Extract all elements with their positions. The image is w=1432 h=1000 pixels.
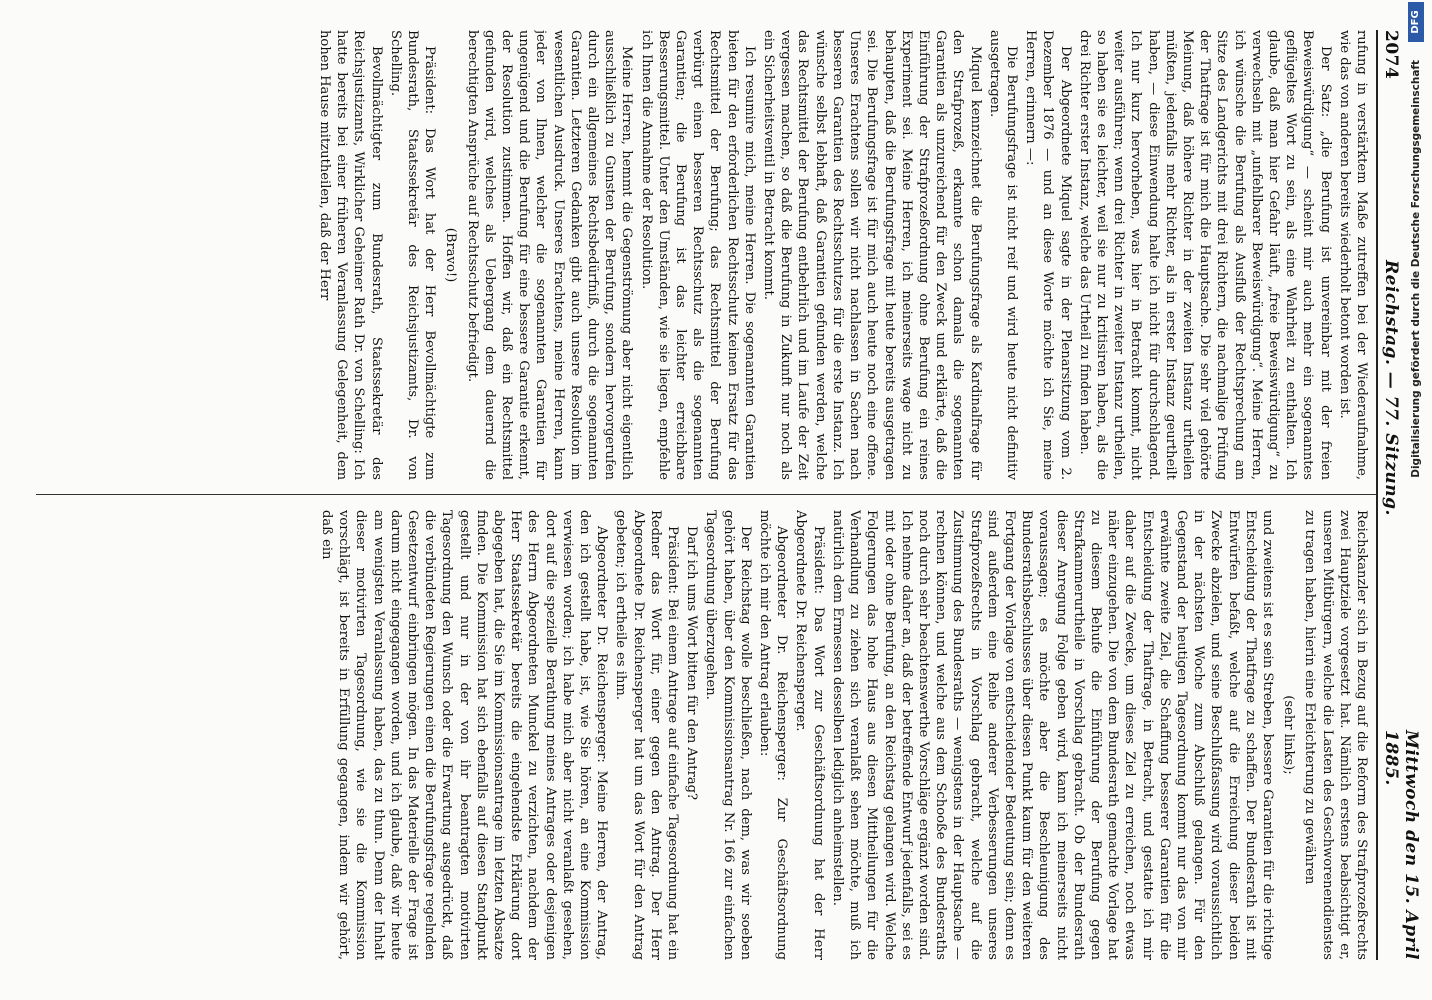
- column-divider: [36, 494, 1376, 495]
- header-date: Mittwoch den 15. April 1885.: [1381, 730, 1421, 961]
- paragraph: Darf ich ums Wort bitten für den Antrag?: [684, 526, 700, 801]
- speaker-paragraph: Präsident: Das Wort zur Geschäftsordnung hat der Herr Abgeordnete Dr. Reichensperger.: [793, 510, 826, 960]
- paragraph: Reichskanzler sich in Bezug auf die Reform des Strafprozeßrechts zwei Hauptziele vorgesetzt hat. Nämlich erstens beabsichtigt er, unseren Mitbürgern, welche die Lasten des Geschworenendienstes zu tragen haben, hierin eine Erleichterung zu gewähren: [1302, 510, 1369, 960]
- speaker-paragraph: Bevollmächtigter zum Bundesrath, Staatssekretär des Reichsjustizamts, Wirklicher Geheimer Rath Dr. von Schelling: Ich hatte bereits bei einer früheren Veranlassung Gelegenheit, dem hohen Hause mitzutheilen, daß der Herr: [317, 30, 384, 480]
- paragraph: Ich resumire mich, meine Herren. Die sogenannten Garantien bieten für den erforderlichen Rechtsschutz keinen Ersatz für das Rechtsmittel der Berufung; das Rechtsmittel der Berufung verbürgt einen besseren Rechtsschutz als die sogenannten Garantien; die Berufung ist das leichter erreichbare Besserungsmittel. Unter den Umständen, wie sie liegen, empfehle ich Ihnen die Annahme der Resolution.: [638, 30, 757, 480]
- rotated-newspaper-page: [16, 10, 1421, 990]
- paragraph: rufung in verstärktem Maße zutreffen bei der Wiederaufnahme, wie das von anderen bereits wiederholt betont worden ist.: [1336, 30, 1369, 480]
- quotation: Die Berufungsfrage ist nicht reif und wird heute nicht definitiv ausgetragen.: [986, 30, 1019, 480]
- speaker-paragraph: Präsident: Das Wort hat der Herr Bevollmächtigte zum Bundesrath, Staatssekretär des Reichsjustizamts, Dr. von Schelling.: [387, 30, 438, 480]
- credit-text: Digitalisierung gefördert durch die Deutsche Forschungsgemeinschaft: [1410, 60, 1422, 478]
- paragraph: und zweitens ist es sein Streben, bessere Garantien für die richtige Entscheidung der Thatfrage zu schaffen. Der Bundesrath ist mit Entwürfen befaßt, welche auf die Erreichung dieser beiden Zwecke abzielen, und seine Beschlußfassung wird voraussichtlich in der nächsten Woche zum Abschluß gelangen. Für den Gegenstand der heutigen Tagesordnung kommt nur das von mir erwähnte zweite Ziel, die Schaffung besserer Garantien für die Entscheidung der Thatfrage, in Betracht, und gestatte ich mir daher auf die Zwecke, um dieses Ziel zu erreichen, noch etwas näher einzugehen. Die von dem Bundesrath gemachte Vorlage hat zu diesem Behufe die Einführung der Berufung gegen Strafkammerurtheile in Vorschlag gebracht. Ob der Bundesrath dieser Anregung Folge geben wird, kann ich meinerseits nicht voraussagen; es möchte aber die Beschleunigung des Bundesrathsbeschlusses über diesen Punkt kaum für den weiteren Fortgang der Vorlage von entscheidender Bedeutung sein; denn es sind außerdem eine Reihe anderer Verbesserungen unseres Strafprozeßrechts in Vorschlag gebracht, welche auf die Zustimmung des Bundesraths — wenigstens in der Hauptsache — rechnen können, und welche aus dem Schooße des Bundesraths noch durch sehr beachtenswerthe Vorschläge ergänzt worden sind. Ich nehme daher an, daß der betreffende Entwurf jedenfalls, sei es mit oder ohne Berufung, an den Reichstag gelangen wird. Welche Folgerungen das hohe Haus aus diesen Mittheilungen für die Verhandlung zu ziehen sich veranlaßt sehen möchte, muß ich natürlich dem Ermessen desselben lediglich anheimstellen.: [829, 510, 1275, 960]
- paragraph: Meine Herren, hemmt die Gegenströmung aber nicht eigentlich ausschließlich zu Gunsten der Berufung, sondern hervorgerufen durch ein allgemeines Rechtsbedürfniß, durch die sogenannten Garantien. Letzteren Gedanken gibt auch unsere Resolution im wesentlichen Ausdruck. Unseres Erachtens, meine Herren, kann jeder von Ihnen, welcher die sogenannten Garantien für ungenügend und die Berufung für eine bessere Garantie erkennt, der Resolution zustimmen. Hoffen wir, daß ein Rechtsmittel gefunden wird, welches als Uebergang dem dauernd die berechtigten Ansprüche auf Rechtsschutz befriedigt.: [464, 30, 635, 480]
- speaker-paragraph: Präsident: Bei einem Antrage auf einfache Tagesordnung hat ein Redner das Wort für, einer gegen den Antrag. Der Herr Abgeordnete Dr. Reichensperger hat um das Wort für den Antrag gebeten; ich ertheile es ihm.: [613, 510, 681, 960]
- dfg-logo: DFG: [1408, 2, 1424, 42]
- left-column: [30, 30, 1370, 480]
- digitization-credit: [1410, 0, 1426, 1000]
- header-title: Reichstag. — 77. Sitzung.: [1381, 260, 1401, 516]
- right-column: [30, 510, 1370, 960]
- page-number: 2074: [1381, 30, 1401, 80]
- paragraph: Miquel kennzeichnet die Berufungsfrage als Kardinalfrage für den Strafprozeß, erkannte schon damals die sogenannten Garantien als unzureichend für den Zweck und erklärte, daß die Einführung der Strafprozeßordnung ohne Berufung ein reines Experiment sei. Meine Herren, ich meinerseits wage nicht zu behaupten, daß die Berufungsfrage mit heute bereits ausgetragen sei. Die Berufungsfrage ist für mich auch heute noch eine offene. Unseres Erachtens sollen wir nicht nachlassen in Sachen nach besseren Garantien des Rechtsschutzes für die erste Instanz. Ich wünsche selbst lebhaft, daß Garantien gefunden werden, welche das Rechtsmittel der Berufung entbehrlich und im Laufe der Zeit vergessen machen, so daß die Berufung in Zukunft nur noch als ein Sicherheitsventil in Betracht kommt.: [761, 30, 983, 480]
- paragraph: Der Abgeordnete Miquel sagte in der Plenarsitzung vom 2. Dezember 1876 — und an diese Worte möchte ich Sie, meine Herren, erinnern —:: [1023, 30, 1073, 480]
- interjection: (sehr links);: [1281, 695, 1297, 775]
- interjection: (Bravo!): [443, 227, 459, 283]
- speaker-paragraph: Abgeordneter Dr. Reichensperger: Zur Geschäftsordnung möchte ich mir den Antrag erlauben:: [757, 510, 790, 960]
- paragraph: Der Satz: „die Berufung ist unvereinbar mit der freien Beweiswürdigung“ — scheint mir auch mehr ein sogenanntes geflügeltes Wort zu sein, als eine Wahrheit zu enthalten. Ich glaube, daß man hier Gefahr läuft, „freie Beweiswürdigung“ zu verwechseln mit „unfehlbarer Beweiswürdigung“. Meine Herren, ich wünsche die Berufung als Ausfluß der Rechtsprechung am Sitze des Landgerichts mit drei Richtern, die nachmalige Prüfung der Thatfrage ist für mich die Hauptsache. Die sehr viel gehörte Meinung, daß höhere Richter in der zweiten Instanz urtheilen müßten, jedenfalls mehr Richter, als in erster Instanz geurtheilt haben, — diese Einwendung halte ich nicht für durchschlagend. Ich nur kurz hervorheben, was hier in Betracht kommt, nicht weiter ausführen; wenn drei Richter in zweiter Instanz urtheilen, so haben sie es leichter, weil sie nur zu kritisiren haben, als die drei Richter erster Instanz, welche das Urtheil zu finden haben.: [1076, 30, 1333, 480]
- speaker-paragraph: Abgeordneter Dr. Reichensperger: Meine Herren, der Antrag, den ich gestellt habe, ist, wie Sie hören, an eine Kommission verwiesen worden; ich habe mich aber nicht veranlaßt gesehen, dort auf die spezielle Berathung meines Antrages oder desjenigen des Herrn Abgeordneten Munckel zu verzichten, nachdem der Herr Staatssekretär bereits die eingehendste Erklärung dort abgegeben hat, die Sie im Kommissionsantrage im letzten Absatze finden. Die Kommission hat sich ebenfalls auf diesen Standpunkt gestellt und nur in der von ihr beantragten motivirten Tagesordnung den Wunsch oder die Erwartung ausgedrückt, daß die verbündeten Regierungen einen die Berufungsfrage regelnden Gesetzentwurf einbringen mögen. In das Materielle der Frage ist darum nicht eingegangen worden, und ich glaube, daß wir heute am wenigsten Veranlassung haben, das zu thun. Denn der Inhalt dieser motivirten Tagesordnung, wie sie die Kommission vorschlägt, ist bereits in Erfüllung gegangen, indem wir gehört, daß ein: [319, 510, 610, 960]
- motion-text: Der Reichstag wolle beschließen, nach dem, was wir soeben gehört haben, über den Kommissionsantrag Nr. 166 zur einfachen Tagesordnung überzugehen.: [703, 510, 753, 960]
